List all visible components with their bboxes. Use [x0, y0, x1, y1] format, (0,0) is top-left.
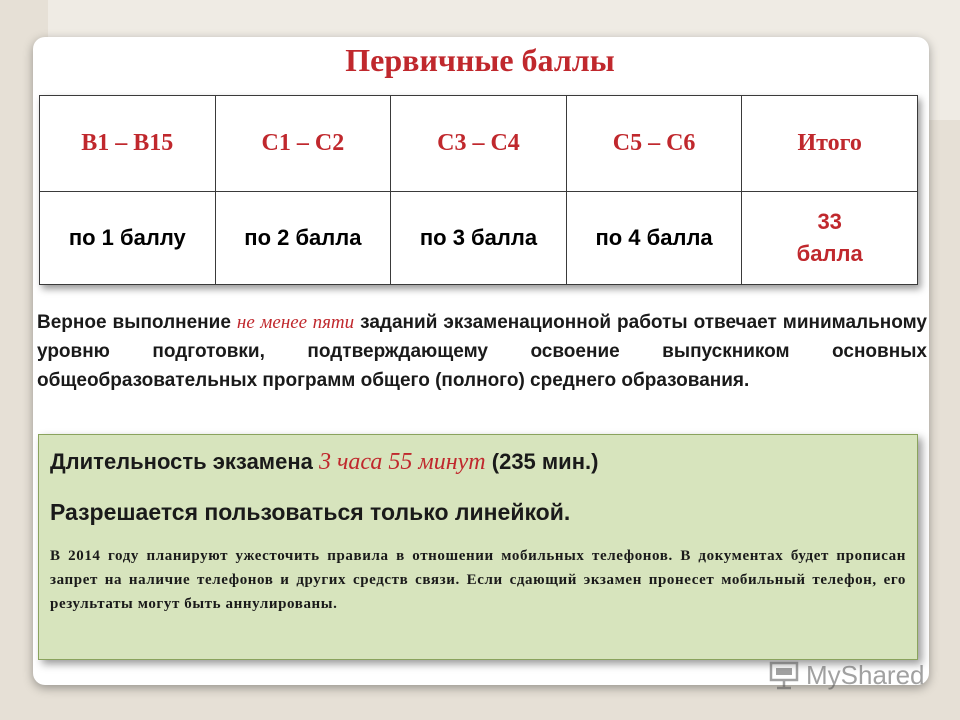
total-cell	[742, 192, 918, 285]
paragraph-highlight: не менее пяти	[236, 312, 355, 333]
exam-info-box	[38, 434, 918, 660]
table-cell: по 2 балла	[215, 192, 391, 285]
table-header-cell: B1 – B15	[40, 96, 216, 192]
paragraph-text-after: заданий экзаменационной работы отвечает минимальному уровню подготовки, подтверждающему освоение выпускником основных общеобразовательных программ общего (полного) среднего образования.	[37, 312, 927, 391]
total-number: 33	[817, 209, 842, 234]
slide-title: Первичные баллы	[345, 42, 615, 78]
table-cell: по 1 баллу	[40, 192, 216, 285]
total-unit: балла	[796, 241, 863, 266]
table-header-cell: C1 – C2	[215, 96, 391, 192]
table-header-cell: C3 – C4	[391, 96, 567, 192]
presentation-board-icon	[768, 659, 800, 691]
duration-highlight: 3 часа 55 минут	[318, 449, 486, 475]
table-header-cell: C5 – C6	[566, 96, 742, 192]
duration-suffix: (235 мин.)	[485, 449, 599, 474]
exam-duration	[50, 447, 906, 477]
scores-table	[39, 95, 918, 285]
table-cell: по 3 балла	[391, 192, 567, 285]
table-header-cell: Итого	[742, 96, 918, 192]
table-header-row	[40, 96, 918, 192]
allowed-tools: Разрешается пользоваться только линейкой.	[50, 499, 571, 525]
duration-prefix: Длительность экзамена	[50, 449, 319, 474]
phone-rules-note: В 2014 году планируют ужесточить правила в отношении мобильных телефонов. В документах будет прописан запрет на наличие телефонов и других средств связи. Если сдающий экзамен пронесет мобильный телефон, его результаты могут быть аннулированы.	[50, 548, 906, 612]
paragraph-text-before: Верное выполнение	[37, 312, 237, 333]
table-row	[40, 192, 918, 285]
watermark	[768, 656, 928, 694]
requirements-paragraph	[37, 308, 927, 395]
table-cell: по 4 балла	[566, 192, 742, 285]
watermark-text: MyShared	[806, 659, 925, 690]
